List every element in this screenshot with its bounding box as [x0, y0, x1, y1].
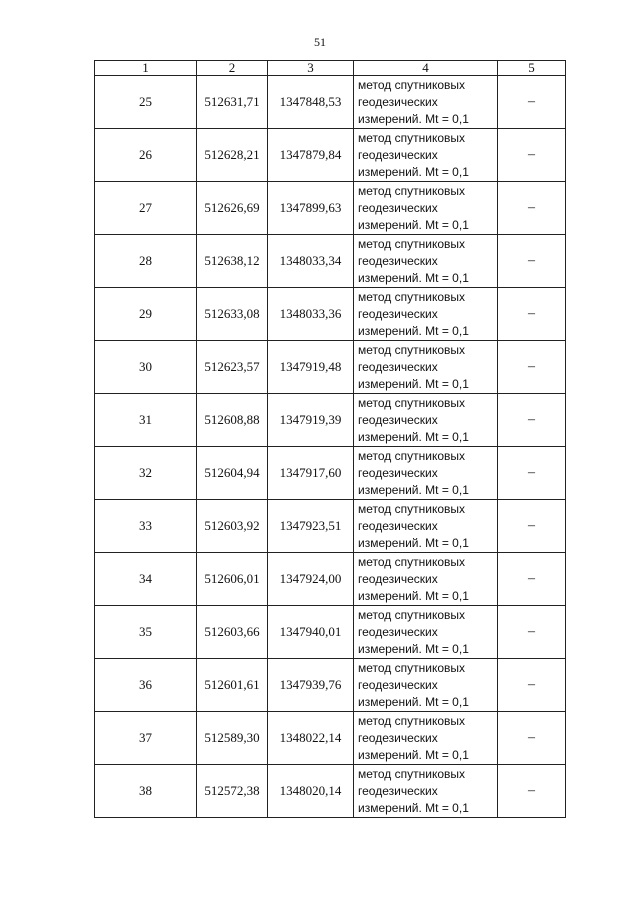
method-text-line: измерений. Mt = 0,1: [358, 694, 469, 709]
method-text-line: геодезических: [358, 359, 438, 374]
description-cell: –: [498, 553, 566, 606]
y-coordinate-cell: 1347917,60: [268, 447, 354, 500]
table-row: [95, 182, 566, 235]
method-text-line: геодезических: [358, 518, 438, 533]
page-number: 51: [314, 35, 326, 49]
method-text-line: измерений. Mt = 0,1: [358, 641, 469, 656]
method-text-line: измерений. Mt = 0,1: [358, 323, 469, 338]
table-row: [95, 129, 566, 182]
header-col-4: 4: [354, 61, 498, 76]
header-col-2: 2: [197, 61, 268, 76]
header-row: [95, 61, 566, 76]
point-number-cell: 29: [95, 288, 197, 341]
table-row: [95, 712, 566, 765]
description-cell: –: [498, 765, 566, 818]
method-text-line: геодезических: [358, 200, 438, 215]
method-text-line: измерений. Mt = 0,1: [358, 164, 469, 179]
y-coordinate-cell: 1348022,14: [268, 712, 354, 765]
x-coordinate-cell: 512589,30: [197, 712, 268, 765]
table-row: [95, 500, 566, 553]
description-cell: –: [498, 341, 566, 394]
point-number-cell: 37: [95, 712, 197, 765]
method-cell: [354, 341, 498, 394]
header-col-3: 3: [268, 61, 354, 76]
method-cell: [354, 500, 498, 553]
x-coordinate-cell: 512623,57: [197, 341, 268, 394]
method-cell: [354, 553, 498, 606]
method-text-line: метод спутниковых: [358, 607, 466, 622]
method-text-line: метод спутниковых: [358, 660, 466, 675]
y-coordinate-cell: 1348033,36: [268, 288, 354, 341]
point-number-cell: 26: [95, 129, 197, 182]
description-cell: –: [498, 394, 566, 447]
method-text-line: измерений. Mt = 0,1: [358, 800, 469, 815]
description-cell: –: [498, 500, 566, 553]
x-coordinate-cell: 512603,66: [197, 606, 268, 659]
method-text-line: геодезических: [358, 412, 438, 427]
method-text-line: геодезических: [358, 783, 438, 798]
point-number-cell: 25: [95, 76, 197, 129]
method-text-line: измерений. Mt = 0,1: [358, 270, 469, 285]
description-cell: –: [498, 129, 566, 182]
method-text-line: метод спутниковых: [358, 501, 466, 516]
method-text-line: измерений. Mt = 0,1: [358, 482, 469, 497]
method-text-line: геодезических: [358, 730, 438, 745]
x-coordinate-cell: 512633,08: [197, 288, 268, 341]
table-row: [95, 394, 566, 447]
method-cell: [354, 447, 498, 500]
method-cell: [354, 765, 498, 818]
method-text-line: метод спутниковых: [358, 183, 466, 198]
method-text-line: геодезических: [358, 571, 438, 586]
method-text-line: метод спутниковых: [358, 713, 466, 728]
point-number-cell: 36: [95, 659, 197, 712]
y-coordinate-cell: 1347879,84: [268, 129, 354, 182]
method-text-line: измерений. Mt = 0,1: [358, 535, 469, 550]
method-text-line: метод спутниковых: [358, 554, 466, 569]
method-text-line: геодезических: [358, 94, 438, 109]
method-cell: [354, 235, 498, 288]
method-text-line: измерений. Mt = 0,1: [358, 429, 469, 444]
method-text-line: измерений. Mt = 0,1: [358, 111, 469, 126]
y-coordinate-cell: 1348033,34: [268, 235, 354, 288]
method-text-line: измерений. Mt = 0,1: [358, 747, 469, 762]
x-coordinate-cell: 512626,69: [197, 182, 268, 235]
method-cell: [354, 606, 498, 659]
y-coordinate-cell: 1347924,00: [268, 553, 354, 606]
header-col-5: 5: [498, 61, 566, 76]
point-number-cell: 32: [95, 447, 197, 500]
description-cell: –: [498, 288, 566, 341]
y-coordinate-cell: 1347919,39: [268, 394, 354, 447]
description-cell: –: [498, 712, 566, 765]
y-coordinate-cell: 1348020,14: [268, 765, 354, 818]
x-coordinate-cell: 512572,38: [197, 765, 268, 818]
method-cell: [354, 712, 498, 765]
point-number-cell: 33: [95, 500, 197, 553]
x-coordinate-cell: 512601,61: [197, 659, 268, 712]
y-coordinate-cell: 1347939,76: [268, 659, 354, 712]
y-coordinate-cell: 1347899,63: [268, 182, 354, 235]
method-text-line: метод спутниковых: [358, 236, 466, 251]
method-text-line: метод спутниковых: [358, 77, 466, 92]
point-number-cell: 30: [95, 341, 197, 394]
method-text-line: измерений. Mt = 0,1: [358, 588, 469, 603]
table-row: [95, 606, 566, 659]
x-coordinate-cell: 512606,01: [197, 553, 268, 606]
method-cell: [354, 659, 498, 712]
method-text-line: геодезических: [358, 465, 438, 480]
description-cell: –: [498, 182, 566, 235]
method-cell: [354, 288, 498, 341]
method-text-line: метод спутниковых: [358, 395, 466, 410]
method-text-line: геодезических: [358, 306, 438, 321]
x-coordinate-cell: 512603,92: [197, 500, 268, 553]
table-row: [95, 76, 566, 129]
point-number-cell: 34: [95, 553, 197, 606]
header-col-1: 1: [95, 61, 197, 76]
y-coordinate-cell: 1347919,48: [268, 341, 354, 394]
method-text-line: метод спутниковых: [358, 448, 466, 463]
table-row: [95, 765, 566, 818]
point-number-cell: 38: [95, 765, 197, 818]
method-text-line: геодезических: [358, 624, 438, 639]
method-text-line: метод спутниковых: [358, 130, 466, 145]
description-cell: –: [498, 447, 566, 500]
method-cell: [354, 76, 498, 129]
x-coordinate-cell: 512628,21: [197, 129, 268, 182]
method-text-line: геодезических: [358, 677, 438, 692]
table-row: [95, 235, 566, 288]
table-row: [95, 659, 566, 712]
y-coordinate-cell: 1347923,51: [268, 500, 354, 553]
x-coordinate-cell: 512638,12: [197, 235, 268, 288]
y-coordinate-cell: 1347848,53: [268, 76, 354, 129]
table-row: [95, 447, 566, 500]
point-number-cell: 27: [95, 182, 197, 235]
method-cell: [354, 182, 498, 235]
method-text-line: метод спутниковых: [358, 289, 466, 304]
table-body: [95, 76, 566, 818]
description-cell: –: [498, 235, 566, 288]
method-text-line: геодезических: [358, 147, 438, 162]
table-row: [95, 288, 566, 341]
table-row: [95, 553, 566, 606]
y-coordinate-cell: 1347940,01: [268, 606, 354, 659]
method-text-line: измерений. Mt = 0,1: [358, 217, 469, 232]
method-text-line: метод спутниковых: [358, 766, 466, 781]
x-coordinate-cell: 512604,94: [197, 447, 268, 500]
table-row: [95, 341, 566, 394]
method-cell: [354, 394, 498, 447]
point-number-cell: 35: [95, 606, 197, 659]
x-coordinate-cell: 512631,71: [197, 76, 268, 129]
method-text-line: метод спутниковых: [358, 342, 466, 357]
method-cell: [354, 129, 498, 182]
table-header: [95, 61, 566, 76]
description-cell: –: [498, 76, 566, 129]
description-cell: –: [498, 606, 566, 659]
x-coordinate-cell: 512608,88: [197, 394, 268, 447]
point-number-cell: 31: [95, 394, 197, 447]
coordinates-table: [94, 60, 566, 818]
point-number-cell: 28: [95, 235, 197, 288]
method-text-line: измерений. Mt = 0,1: [358, 376, 469, 391]
description-cell: –: [498, 659, 566, 712]
method-text-line: геодезических: [358, 253, 438, 268]
